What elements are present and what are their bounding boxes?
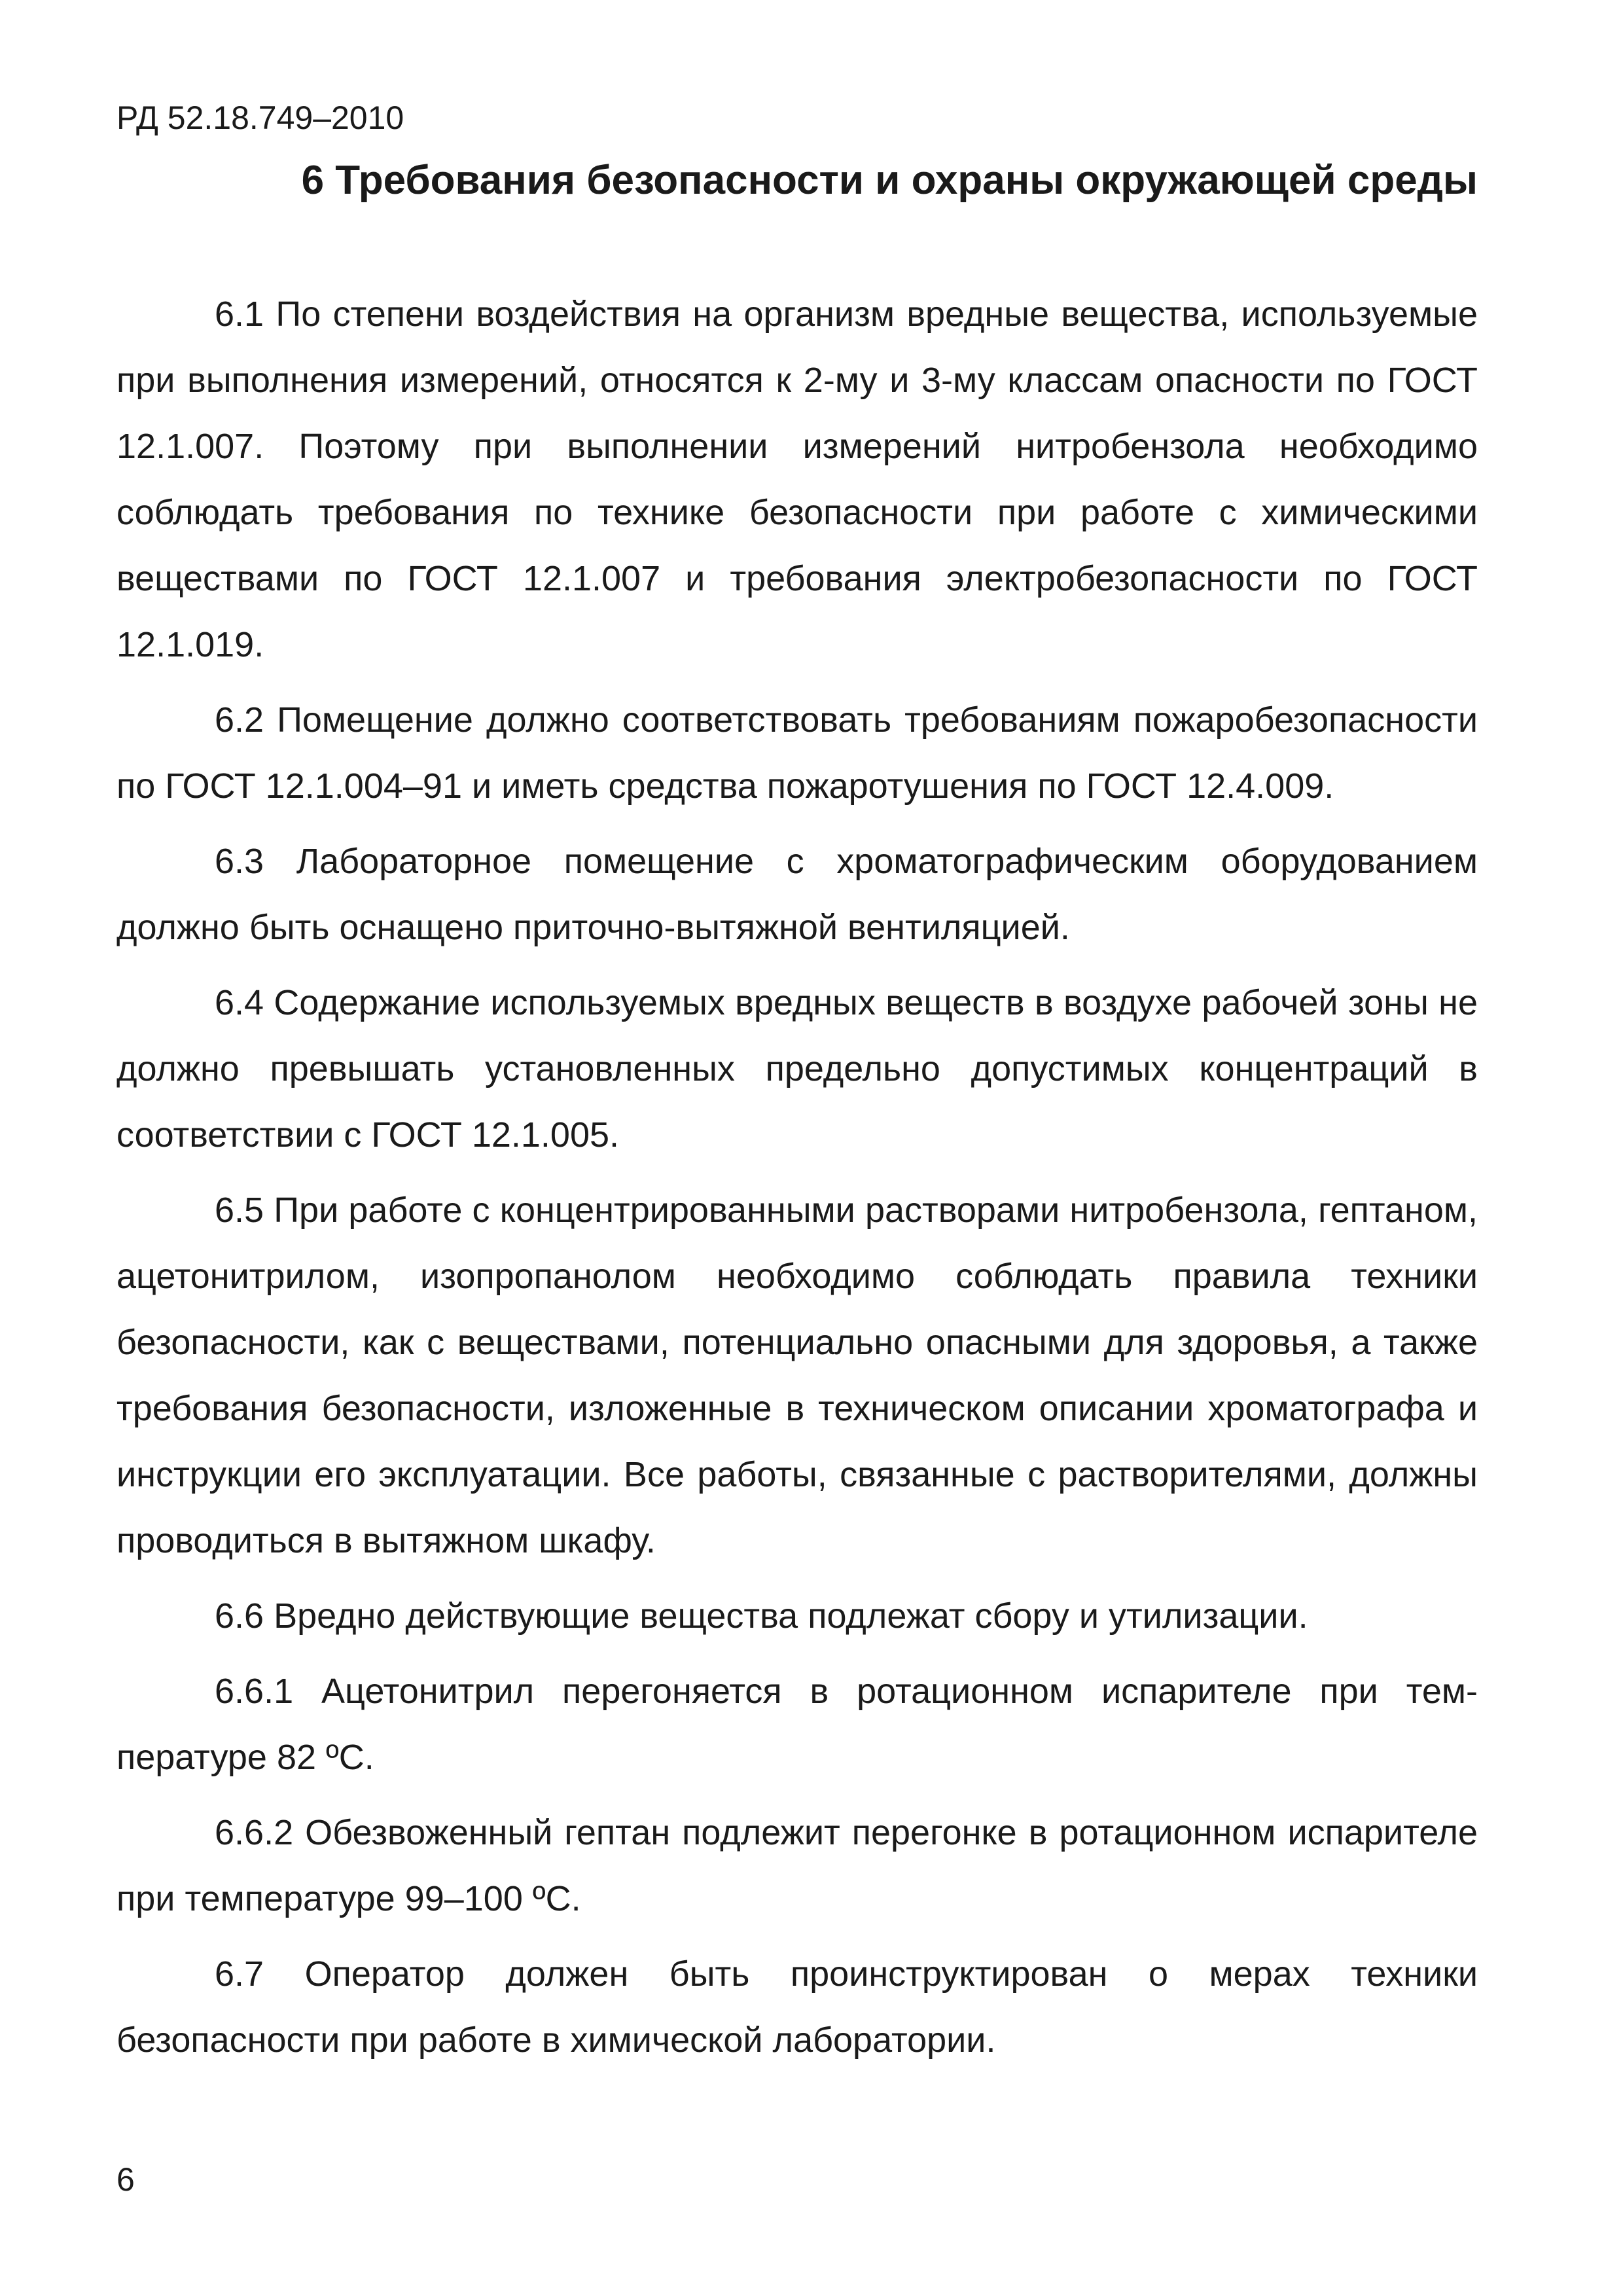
paragraph-6-4: 6.4 Содержание используемых вредных веществ в воздухе рабочей зоны не должно превышать установленных предельно допустимых концентраций в соответствии с ГОСТ 12.1.005.	[116, 983, 1478, 1155]
paragraph-6-6-1: 6.6.1 Ацетонитрил перегоняется в ротационном испарителе при температуре 82 ºС.	[116, 1672, 1478, 1777]
page-number: 6	[116, 2161, 135, 2198]
paragraph-6-6-2: 6.6.2 Обезвоженный гептан подлежит перегонке в ротационном испарителе при температуре 99–100 ºС.	[116, 1813, 1478, 1918]
section-body	[116, 281, 1478, 2083]
paragraph-6-3: 6.3 Лабораторное помещение с хроматографическим оборудованием должно быть оснащено приточно-вытяжной вентиляцией.	[116, 842, 1478, 947]
paragraph-6-1: 6.1 По степени воздействия на организм вредные вещества, используемые при выполнения измерений, относятся к 2-му и 3-му классам опасности по ГОСТ 12.1.007. Поэтому при выполнении измерений нитробензола необходимо соблюдать требования по технике безопасности при работе с химическими веществами по ГОСТ 12.1.007 и требования электробезопасности по ГОСТ 12.1.019.	[116, 295, 1478, 664]
section-title: 6 Требования безопасности и охраны окружающей среды	[301, 158, 1478, 203]
paragraph-6-6: 6.6 Вредно действующие вещества подлежат сбору и утилизации.	[215, 1596, 1308, 1636]
paragraph-6-2: 6.2 Помещение должно соответствовать требованиям пожаробезопасности по ГОСТ 12.1.004–91 и иметь средства пожаротушения по ГОСТ 12.4.009.	[116, 700, 1478, 806]
paragraph-6-5: 6.5 При работе с концентрированными растворами нитробензола, гептаном, ацетонитрилом, изопропанолом необходимо соблюдать правила техники безопасности, как с веществами, потенциально опасными для здоровья, а также требования безопасности, изложенные в техническом описании хроматографа и инструкции его эксплуатации. Все работы, связанные с растворителями, должны проводиться в вытяжном шкафу.	[116, 1191, 1478, 1560]
paragraph-6-7: 6.7 Оператор должен быть проинструктирован о мерах техники безопасности при работе в химической лаборатории.	[116, 1954, 1478, 2060]
document-code: РД 52.18.749–2010	[116, 99, 404, 136]
